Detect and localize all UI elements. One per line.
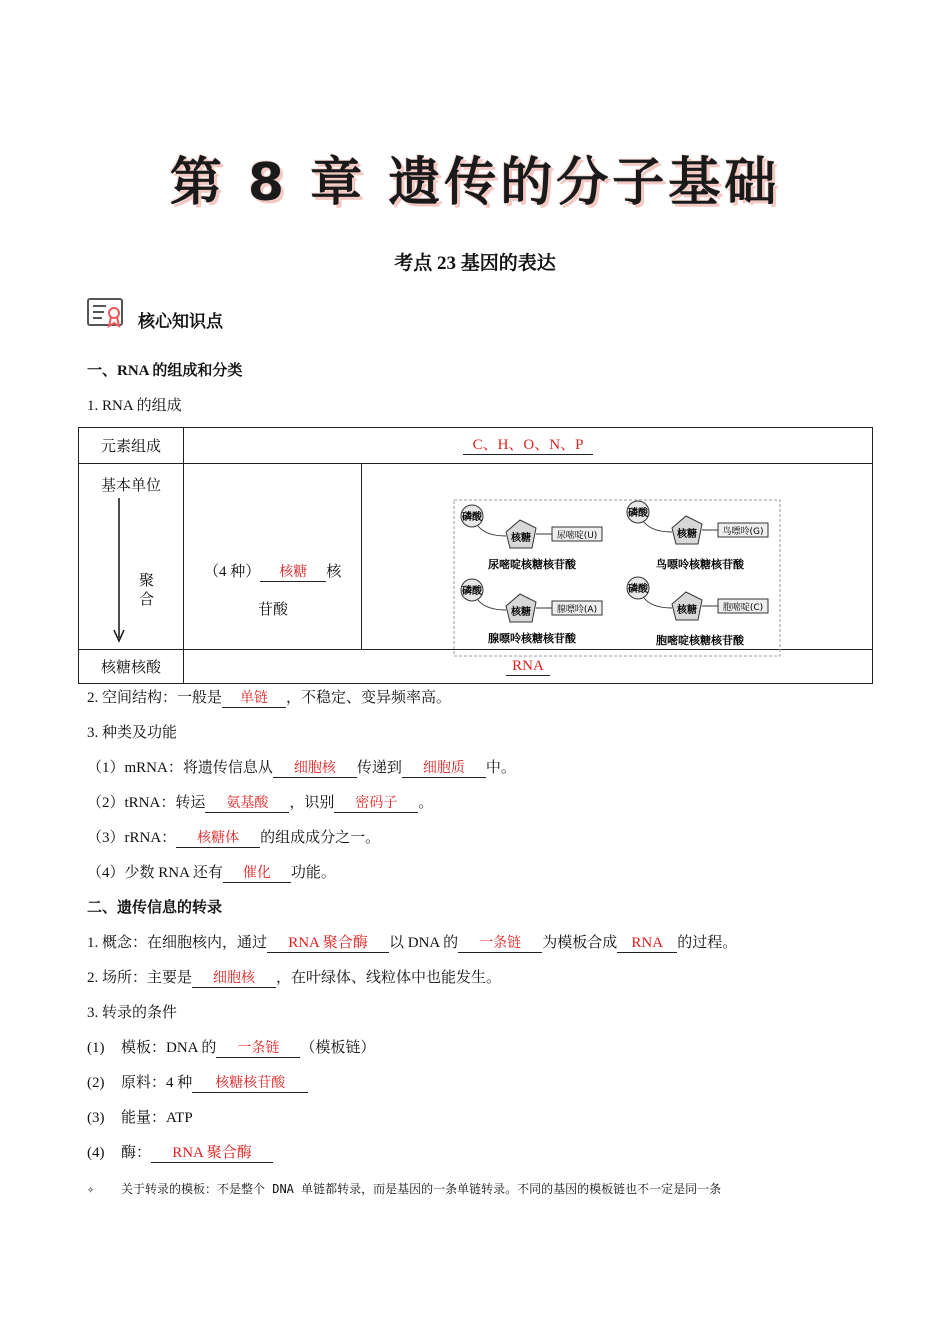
text: 模板：DNA 的: [121, 1040, 217, 1056]
base-label-a: 腺嘌呤(A): [556, 605, 598, 615]
sugar-label: 核糖: [511, 607, 531, 618]
text: （3）rRNA：: [87, 830, 177, 846]
text: （4）少数 RNA 还有: [87, 865, 223, 881]
text: （1）mRNA：将遗传信息从: [87, 760, 273, 776]
nucleotide-diagram-cell: [362, 464, 873, 650]
base-label-g: 鸟嘌呤(G): [722, 527, 764, 537]
text: 的组成成分之一。: [260, 830, 381, 846]
paragraph-mrna: [87, 758, 516, 778]
nucleotide-g: [627, 501, 768, 571]
list-number: (3): [87, 1110, 105, 1126]
text: 以 DNA 的: [389, 935, 459, 951]
text: ，识别: [289, 795, 335, 811]
answer-one-strand: 一条链: [458, 934, 542, 953]
condition-material: [87, 1073, 308, 1093]
note-star-icon: ✧: [87, 1182, 95, 1196]
section-subtitle: 考点 23 基因的表达: [394, 253, 556, 274]
sugar-label: 核糖: [511, 533, 531, 544]
answer-rna-product: RNA: [617, 934, 677, 953]
text: 功能。: [290, 865, 336, 881]
paragraph-catalysis: [87, 863, 336, 883]
answer-single-strand: 单链: [222, 689, 286, 708]
answer-location-nucleus: 细胞核: [192, 969, 276, 988]
answer-elements: C、H、O、N、P: [463, 436, 593, 455]
list-number: (4): [87, 1145, 105, 1161]
rna-composition-table: [78, 427, 873, 684]
chapter-title: 第 8 章 遗传的分子基础: [169, 153, 781, 213]
down-arrow-icon: [109, 498, 129, 644]
nucleotide-c: [627, 577, 768, 647]
section-heading-transcription: 二、遗传信息的转录: [87, 900, 223, 916]
certificate-icon: [86, 296, 126, 330]
paragraph-spatial-structure: [87, 688, 451, 708]
note-text: 关于转录的模板：不是整个 DNA 单链都转录，而是基因的一条单链转录。不同的基因的模板链也不一定是同一条: [121, 1182, 722, 1196]
text: （2）tRNA：转运: [87, 795, 206, 811]
unit-suffix-line2: 苷酸: [258, 602, 289, 618]
nucleotide-name-a: 腺嘌呤核糖核苷酸: [488, 632, 576, 645]
phosphate-label: 磷酸: [462, 586, 482, 597]
table-cell-elements: [184, 428, 873, 464]
text: 酶：: [121, 1145, 152, 1161]
phosphate-label: 磷酸: [628, 584, 648, 595]
section-heading-rna: 一、RNA 的组成和分类: [87, 363, 243, 379]
paragraph-concept: [87, 933, 737, 953]
answer-codon: 密码子: [334, 794, 418, 813]
nucleotide-u: [461, 505, 602, 571]
base-label-c: 胞嘧啶(C): [722, 603, 764, 613]
answer-amino-acid: 氨基酸: [205, 794, 289, 813]
paragraph-types: 3. 种类及功能: [87, 725, 178, 741]
text: 1. 概念：在细胞核内，通过: [87, 935, 268, 951]
polymerize-label: 聚合: [139, 573, 155, 608]
text: 为模板合成: [542, 935, 618, 951]
table-label-elements: 元素组成: [79, 428, 184, 464]
text: ，不稳定、变异频率高。: [286, 690, 452, 706]
paragraph-rna-composition: 1. RNA 的组成: [87, 398, 182, 414]
core-knowledge-label: 核心知识点: [138, 312, 223, 331]
phosphate-label: 磷酸: [462, 512, 482, 523]
nucleotide-diagram: [452, 498, 782, 658]
table-cell-unit: [184, 464, 362, 650]
phosphate-label: 磷酸: [628, 508, 648, 519]
text: ，在叶绿体、线粒体中也能发生。: [276, 970, 502, 986]
answer-catalysis: 催化: [223, 864, 291, 883]
base-label-u: 尿嘧啶(U): [556, 531, 598, 541]
paragraph-trna: [87, 793, 433, 813]
sugar-label: 核糖: [677, 529, 697, 540]
table-label-unit-cell: [79, 464, 184, 650]
paragraph-location: [87, 968, 501, 988]
nucleotide-name-c: 胞嘧啶核糖核苷酸: [656, 634, 744, 647]
answer-nucleus: 细胞核: [273, 759, 357, 778]
nucleotide-name-u: 尿嘧啶核糖核苷酸: [488, 558, 576, 571]
nucleotide-a: [461, 579, 602, 645]
answer-unit: 核糖: [260, 563, 326, 582]
text: 能量：ATP: [121, 1110, 193, 1126]
condition-energy: [87, 1108, 193, 1128]
table-label-rna: 核糖核酸: [79, 650, 184, 684]
text: 原料：4 种: [121, 1075, 193, 1091]
answer-ribonucleotide: 核糖核苷酸: [192, 1074, 308, 1093]
answer-enzyme: RNA 聚合酶: [151, 1144, 273, 1163]
paragraph-conditions: 3. 转录的条件: [87, 1005, 178, 1021]
answer-template-strand: 一条链: [216, 1039, 300, 1058]
answer-cytoplasm: 细胞质: [402, 759, 486, 778]
answer-rna-polymerase: RNA 聚合酶: [267, 934, 389, 953]
answer-rna: RNA: [506, 657, 550, 676]
template-note: [87, 1180, 721, 1197]
answer-ribosome: 核糖体: [176, 829, 260, 848]
condition-enzyme: [87, 1143, 273, 1163]
list-number: (1): [87, 1040, 105, 1056]
text: 2. 空间结构：一般是: [87, 690, 223, 706]
sugar-label: 核糖: [677, 605, 697, 616]
condition-template: [87, 1038, 375, 1058]
unit-suffix: 核: [326, 564, 342, 580]
unit-prefix: （4 种）: [204, 564, 261, 580]
text: 的过程。: [677, 935, 738, 951]
text: 传递到: [356, 760, 402, 776]
nucleotide-name-g: 鸟嘌呤核糖核苷酸: [656, 558, 744, 571]
text: 。: [418, 795, 434, 811]
table-label-unit: 基本单位: [100, 478, 161, 494]
text: 中。: [485, 760, 516, 776]
paragraph-rrna: [87, 828, 380, 848]
list-number: (2): [87, 1075, 105, 1091]
text: （模板链）: [300, 1040, 376, 1056]
text: 2. 场所：主要是: [87, 970, 193, 986]
